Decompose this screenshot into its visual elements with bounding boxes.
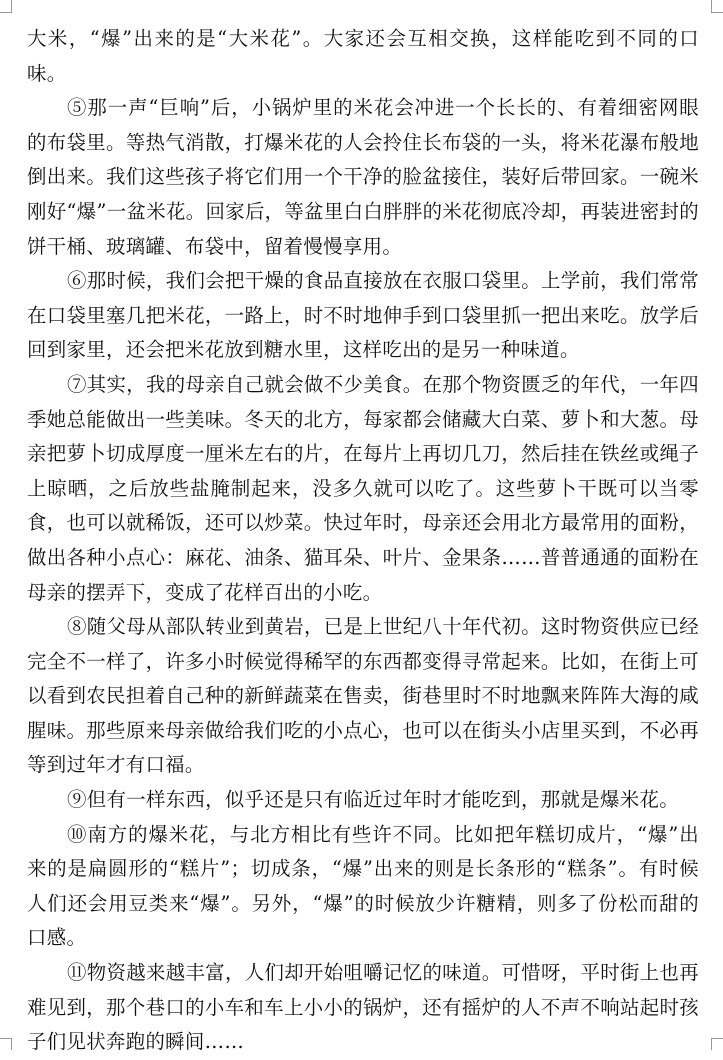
paragraph-7: ⑦其实，我的母亲自己就会做不少美食。在那个物资匮乏的年代，一年四季她总能做出一些美味。冬天的北方，每家都会储藏大白菜、萝卜和大葱。母亲把萝卜切成厚度一厘米左右的片，在每片上再切几刀，然后挂在铁丝或绳子上晾晒，之后放些盐腌制起来，没多久就可以吃了。这些萝卜干既可以当零食，也可以就稀饭，还可以炒菜。快过年时，母亲还会用北方最常用的面粉，做出各种小点心：麻花、油条、猫耳朵、叶片、金果条……普普通通的面粉在母亲的摆弄下，变成了花样百出的小吃。	[27, 372, 699, 604]
paragraph-4-continuation: 大米，“爆”出来的是“大米花”。大家还会互相交换，这样能吃到不同的口味。	[27, 27, 699, 85]
paragraph-8: ⑧随父母从部队转业到黄岩，已是上世纪八十年代初。这时物资供应已经完全不一样了，许多小时候觉得稀罕的东西都变得寻常起来。比如，在街上可以看到农民担着自己种的新鲜蔬菜在售卖，街巷里时不时地飘来阵阵大海的咸腥味。那些原来母亲做给我们吃的小点心，也可以在街头小店里买到，不必再等到过年才有口福。	[27, 615, 699, 777]
crop-mark-top-left-vertical	[11, 0, 12, 13]
crop-mark-top-right-horizontal	[711, 12, 723, 13]
paragraph-9: ⑨但有一样东西，似乎还是只有临近过年时才能吃到，那就是爆米花。	[67, 788, 679, 812]
crop-mark-bottom-right-horizontal	[711, 1038, 723, 1039]
document-body	[27, 22, 699, 1060]
crop-mark-bottom-right-vertical	[711, 1038, 712, 1050]
paragraph-11: ⑪物资越来越丰富，人们却开始咀嚼记忆的味道。可惜呀，平时街上也再难见到，那个巷口的小车和车上小小的锅炉，还有摇炉的人不声不响站起时孩子们见状奔跑的瞬间……	[27, 961, 699, 1054]
crop-mark-bottom-left-vertical	[11, 1038, 12, 1050]
crop-mark-bottom-left-horizontal	[0, 1038, 11, 1039]
crop-mark-top-right-vertical	[711, 0, 712, 13]
crop-mark-top-left-horizontal	[0, 12, 11, 13]
paragraph-6: ⑥那时候，我们会把干燥的食品直接放在衣服口袋里。上学前，我们常常在口袋里塞几把米花，一路上，时不时地伸手到口袋里抓一把出来吃。放学后回到家里，还会把米花放到糖水里，这样吃出的是另一种味道。	[27, 269, 699, 362]
paragraph-5: ⑤那一声“巨响”后，小锅炉里的米花会冲进一个长长的、有着细密网眼的布袋里。等热气消散，打爆米花的人会拎住长布袋的一头，将米花瀑布般地倒出来。我们这些孩子将它们用一个干净的脸盆接住，装好后带回家。一碗米刚好“爆”一盆米花。回家后，等盆里白白胖胖的米花彻底冷却，再装进密封的饼干桶、玻璃罐、布袋中，留着慢慢享用。	[27, 96, 699, 258]
paragraph-10: ⑩南方的爆米花，与北方相比有些许不同。比如把年糕切成片，“爆”出来的是扁圆形的“糕片”；切成条，“爆”出来的则是长条形的“糕条”。有时候人们还会用豆类来“爆”。另外，“爆”的时候放少许糖精，则多了份松而甜的口感。	[27, 822, 699, 950]
